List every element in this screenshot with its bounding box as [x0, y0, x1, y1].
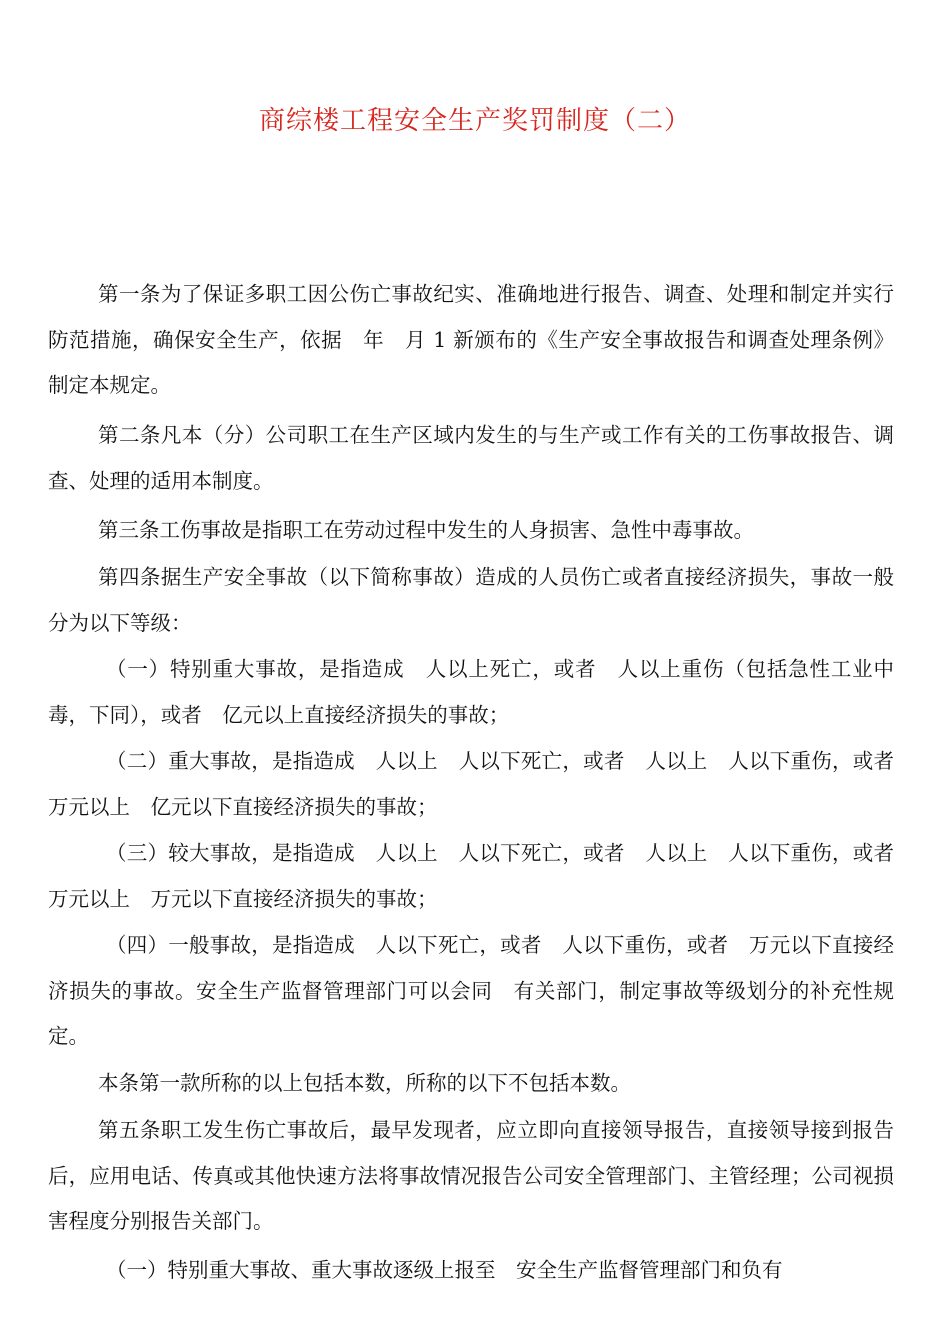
paragraph-level-1: （一）特别重大事故，是指造成 人以上死亡，或者 人以上重伤（包括急性工业中毒，下同），或者 亿元以上直接经济损失的事故；	[48, 657, 894, 727]
document-title: 商综楼工程安全生产奖罚制度（二）	[258, 106, 691, 136]
paragraph-note: 本条第一款所称的以上包括本数，所称的以下不包括本数。	[98, 1071, 631, 1095]
paragraph-article-5-item-1: （一）特别重大事故、重大事故逐级上报至 安全生产监督管理部门和负有	[106, 1258, 783, 1282]
paragraph-article-2: 第二条凡本（分）公司职工在生产区域内发生的与生产或工作有关的工伤事故报告、调查、处理的适用本制度。	[48, 423, 894, 493]
paragraph-article-1: 第一条为了保证多职工因公伤亡事故纪实、准确地进行报告、调查、处理和制定并实行防范措施，确保安全生产，依据 年 月 1 新颁布的《生产安全事故报告和调查处理条例》制定本规定。	[48, 282, 894, 397]
paragraph-level-4: （四）一般事故，是指造成 人以下死亡，或者 人以下重伤，或者 万元以下直接经济损失的事故。安全生产监督管理部门可以会同 有关部门，制定事故等级划分的补充性规定。	[48, 933, 894, 1048]
paragraph-article-4: 第四条据生产安全事故（以下简称事故）造成的人员伤亡或者直接经济损失，事故一般分为以下等级：	[48, 565, 894, 635]
paragraph-level-2: （二）重大事故，是指造成 人以上 人以下死亡，或者 人以上 人以下重伤，或者 万元以上 亿元以下直接经济损失的事故；	[48, 749, 915, 819]
paragraph-article-5: 第五条职工发生伤亡事故后，最早发现者，应立即向直接领导报告，直接领导接到报告后，应用电话、传真或其他快速方法将事故情况报告公司安全管理部门、主管经理；公司视损害程度分别报告关部门。	[48, 1118, 894, 1233]
paragraph-level-3: （三）较大事故，是指造成 人以上 人以下死亡，或者 人以上 人以下重伤，或者 万元以上 万元以下直接经济损失的事故；	[48, 841, 915, 911]
paragraph-article-3: 第三条工伤事故是指职工在劳动过程中发生的人身损害、急性中毒事故。	[98, 518, 754, 542]
